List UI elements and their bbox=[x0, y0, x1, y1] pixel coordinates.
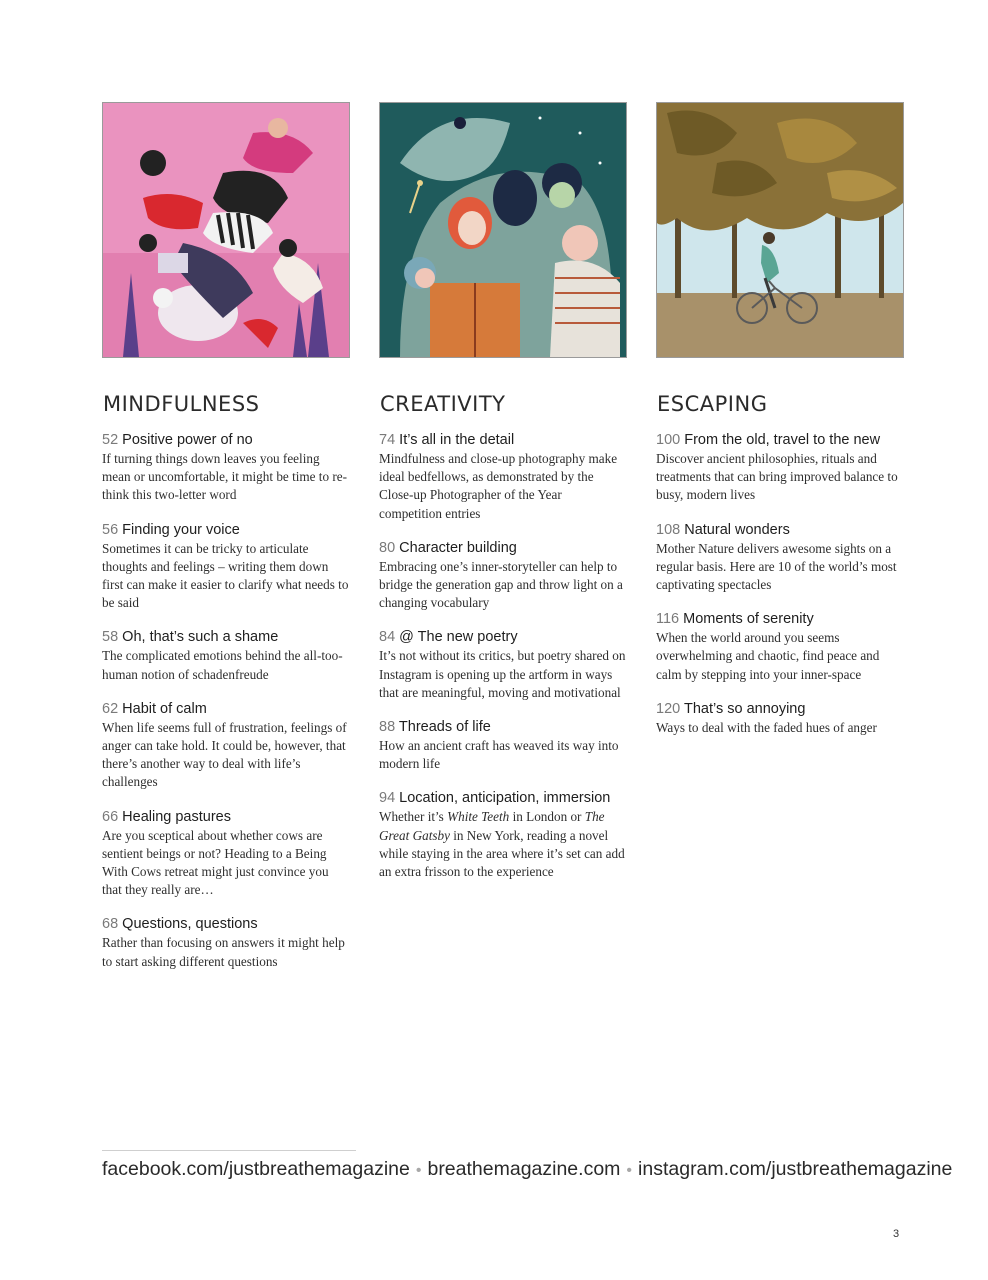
list-item[interactable] bbox=[102, 808, 350, 900]
section-creativity bbox=[379, 102, 627, 897]
article-description: How an ancient craft has weaved its way into modern life bbox=[379, 738, 619, 772]
page-ref: 108 bbox=[656, 521, 681, 538]
article-title: Questions, questions bbox=[122, 916, 258, 933]
article-title: From the old, travel to the new bbox=[684, 432, 881, 448]
list-item[interactable] bbox=[656, 431, 904, 505]
article-description: When the world around you seems overwhelming and chaotic, find peace and calm by stepping into your inner-space bbox=[656, 630, 880, 682]
bullet-separator: • bbox=[626, 1162, 633, 1179]
list-item[interactable] bbox=[102, 915, 350, 970]
footer-links bbox=[102, 1158, 953, 1181]
page-ref: 68 bbox=[102, 916, 119, 933]
section-mindfulness bbox=[102, 102, 350, 987]
article-description: Discover ancient philosophies, rituals and treatments that can bring improved balance to busy, modern lives bbox=[656, 451, 898, 503]
article-description bbox=[379, 808, 627, 881]
article-title-row bbox=[656, 610, 904, 629]
article-title: That’s so annoying bbox=[683, 700, 806, 717]
list-item[interactable] bbox=[379, 431, 627, 523]
section-heading: CREATIVITY bbox=[380, 392, 506, 416]
article-description: Ways to deal with the faded hues of anger bbox=[656, 719, 877, 735]
article-title-row bbox=[102, 628, 350, 647]
article-title: It’s all in the detail bbox=[399, 432, 515, 448]
website-link[interactable]: breathemagazine.com bbox=[427, 1158, 621, 1180]
article-title-row bbox=[102, 700, 350, 719]
list-item[interactable] bbox=[102, 521, 350, 613]
section-escaping bbox=[656, 102, 904, 753]
article-description: The complicated emotions behind the all-too-human notion of schadenfreude bbox=[102, 648, 343, 682]
article-description: If turning things down leaves you feeling mean or uncomfortable, it might be time to re-think this two-letter word bbox=[102, 451, 347, 503]
list-item[interactable] bbox=[102, 431, 350, 505]
instagram-link[interactable]: instagram.com/justbreathemagazine bbox=[638, 1158, 953, 1180]
article-title-row bbox=[656, 431, 904, 450]
article-title-row bbox=[379, 431, 627, 450]
article-title: Natural wonders bbox=[684, 521, 790, 538]
article-list bbox=[102, 431, 350, 971]
page-ref: 100 bbox=[656, 432, 681, 448]
page-ref: 88 bbox=[379, 719, 396, 736]
page-ref: 94 bbox=[379, 790, 396, 807]
article-title: Location, anticipation, immersion bbox=[399, 790, 611, 807]
list-item[interactable] bbox=[656, 521, 904, 595]
article-description: When life seems full of frustration, feelings of anger can take hold. It could be, however, that there’s another way to deal with life’s challenges bbox=[102, 719, 347, 790]
article-description: It’s not without its critics, but poetry shared on Instagram is opening up the artform in ways that are meaningful, moving and motivational bbox=[379, 648, 626, 700]
page-ref: 116 bbox=[656, 611, 680, 628]
article-title-row bbox=[379, 789, 627, 808]
footer-divider bbox=[102, 1150, 356, 1151]
article-description: Are you sceptical about whether cows are sentient beings or not? Heading to a Being With Cows retreat might just convince you that they really are… bbox=[102, 827, 329, 898]
article-description: Sometimes it can be tricky to articulate thoughts and feelings – writing them down first can make it easier to clarify what needs to be said bbox=[102, 540, 349, 611]
article-description: Mother Nature delivers awesome sights on a regular basis. Here are 10 of the world’s most captivating spectacles bbox=[656, 540, 897, 593]
article-title: Oh, that’s such a shame bbox=[122, 629, 279, 646]
article-title: Finding your voice bbox=[122, 521, 240, 538]
page-ref: 56 bbox=[102, 521, 119, 538]
article-title-row bbox=[656, 521, 904, 540]
page-ref: 84 bbox=[379, 629, 396, 646]
book-title: White Teeth bbox=[447, 809, 510, 825]
section-heading: MINDFULNESS bbox=[103, 392, 260, 416]
page-ref: 74 bbox=[379, 432, 396, 448]
article-description: Embracing one’s inner-storyteller can help to bridge the generation gap and throw light on a changing vocabulary bbox=[379, 558, 623, 611]
creativity-illustration bbox=[379, 102, 627, 358]
article-title: Threads of life bbox=[398, 719, 491, 736]
list-item[interactable] bbox=[656, 700, 904, 737]
article-title: Character building bbox=[399, 539, 517, 556]
page-ref: 80 bbox=[379, 539, 396, 556]
description-text: in New York, reading a novel while staying in the area where it’s set can add an extra frisson to the experience bbox=[379, 827, 625, 880]
article-title: Habit of calm bbox=[122, 700, 207, 717]
book-title: The Great Gatsby bbox=[379, 809, 605, 843]
article-title-row bbox=[379, 718, 627, 737]
facebook-link[interactable]: facebook.com/justbreathemagazine bbox=[102, 1158, 410, 1180]
list-item[interactable] bbox=[656, 610, 904, 684]
article-title: Positive power of no bbox=[122, 432, 253, 448]
description-text: Whether it’s bbox=[379, 809, 448, 825]
list-item[interactable] bbox=[379, 628, 627, 702]
page-number: 3 bbox=[893, 1228, 900, 1240]
page-ref: 52 bbox=[102, 432, 119, 448]
description-text: in London or bbox=[509, 809, 585, 825]
article-title: Healing pastures bbox=[122, 808, 231, 825]
bullet-separator: • bbox=[415, 1162, 422, 1179]
article-list bbox=[379, 431, 627, 881]
section-heading: ESCAPING bbox=[657, 392, 768, 416]
article-title-row bbox=[102, 521, 350, 540]
page-ref: 120 bbox=[656, 700, 681, 717]
page-ref: 66 bbox=[102, 808, 119, 825]
article-list bbox=[656, 431, 904, 737]
article-title-row bbox=[102, 915, 350, 934]
list-item[interactable] bbox=[379, 718, 627, 773]
article-title: Moments of serenity bbox=[683, 611, 814, 628]
article-title: @ The new poetry bbox=[399, 629, 518, 646]
list-item[interactable] bbox=[102, 628, 350, 683]
article-title-row bbox=[102, 431, 350, 450]
list-item[interactable] bbox=[102, 700, 350, 792]
page-ref: 58 bbox=[102, 629, 119, 646]
article-title-row bbox=[656, 700, 904, 719]
article-title-row bbox=[379, 628, 627, 647]
article-description: Rather than focusing on answers it might help to start asking different questions bbox=[102, 935, 345, 969]
article-description: Mindfulness and close-up photography make ideal bedfellows, as demonstrated by the Close-up Photographer of the Year competition entries bbox=[379, 451, 618, 521]
list-item[interactable] bbox=[379, 539, 627, 613]
page-ref: 62 bbox=[102, 700, 119, 717]
article-title-row bbox=[102, 808, 350, 827]
list-item[interactable] bbox=[379, 789, 627, 881]
mindfulness-illustration bbox=[102, 102, 350, 358]
escaping-illustration bbox=[656, 102, 904, 358]
article-title-row bbox=[379, 539, 627, 558]
